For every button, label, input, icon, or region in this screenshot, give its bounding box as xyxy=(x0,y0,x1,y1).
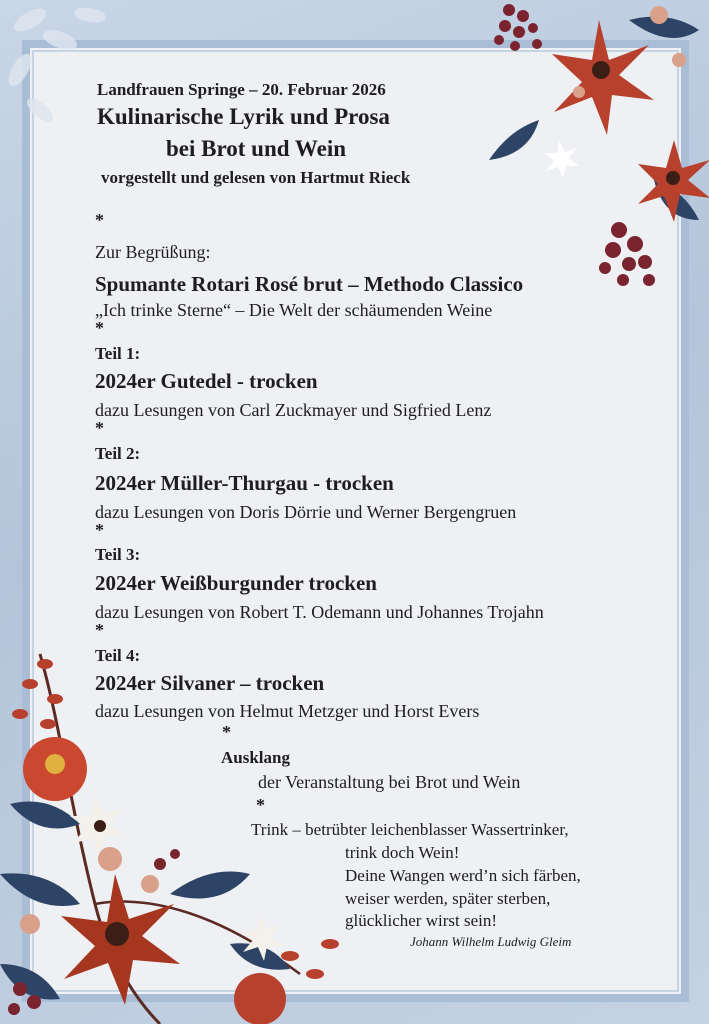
welcome-wine: Spumante Rotari Rosé brut – Methodo Classico xyxy=(95,272,524,296)
closing-description: der Veranstaltung bei Brot und Wein xyxy=(258,772,521,792)
separator-star: * xyxy=(95,520,104,540)
poem-author: Johann Wilhelm Ludwig Gleim xyxy=(410,934,572,949)
part-2-wine: 2024er Müller-Thurgau - trocken xyxy=(95,471,394,495)
header-title-2: bei Brot und Wein xyxy=(166,136,347,161)
part-1-description: dazu Lesungen von Carl Zuckmayer und Sigfried Lenz xyxy=(95,400,492,420)
closing-label: Ausklang xyxy=(221,748,290,767)
poem-line-2: trink doch Wein! xyxy=(345,843,460,862)
part-4-wine: 2024er Silvaner – trocken xyxy=(95,671,325,695)
poem-line-4: weiser werden, später sterben, xyxy=(345,889,551,908)
separator-star: * xyxy=(256,795,265,815)
poem-line-3: Deine Wangen werd’n sich färben, xyxy=(345,866,581,885)
separator-star: * xyxy=(95,620,104,640)
part-3-wine: 2024er Weißburgunder trocken xyxy=(95,571,377,595)
header-title-1: Kulinarische Lyrik und Prosa xyxy=(97,104,390,129)
welcome-description: „Ich trinke Sterne“ – Die Welt der schäumenden Weine xyxy=(95,300,493,320)
poem-line-5: glücklicher wirst sein! xyxy=(345,911,498,930)
header-event-line: Landfrauen Springe – 20. Februar 2026 xyxy=(97,80,386,99)
part-3-description: dazu Lesungen von Robert T. Odemann und Johannes Trojahn xyxy=(95,602,544,622)
part-2-description: dazu Lesungen von Doris Dörrie und Werner Bergengruen xyxy=(95,502,517,522)
separator-star: * xyxy=(222,722,231,742)
separator-star: * xyxy=(95,418,104,438)
part-1-wine: 2024er Gutedel - trocken xyxy=(95,369,318,393)
separator-star: * xyxy=(95,318,104,338)
part-3-label: Teil 3: xyxy=(95,545,141,564)
separator-star: * xyxy=(95,210,104,230)
header-presenter: vorgestellt und gelesen von Hartmut Rieck xyxy=(101,168,411,187)
welcome-label: Zur Begrüßung: xyxy=(95,242,211,262)
part-4-description: dazu Lesungen von Helmut Metzger und Horst Evers xyxy=(95,701,480,721)
part-1-label: Teil 1: xyxy=(95,344,141,363)
part-4-label: Teil 4: xyxy=(95,646,141,665)
poem-line-1: Trink – betrübter leichenblasser Wassertrinker, xyxy=(251,820,569,839)
part-2-label: Teil 2: xyxy=(95,444,141,463)
